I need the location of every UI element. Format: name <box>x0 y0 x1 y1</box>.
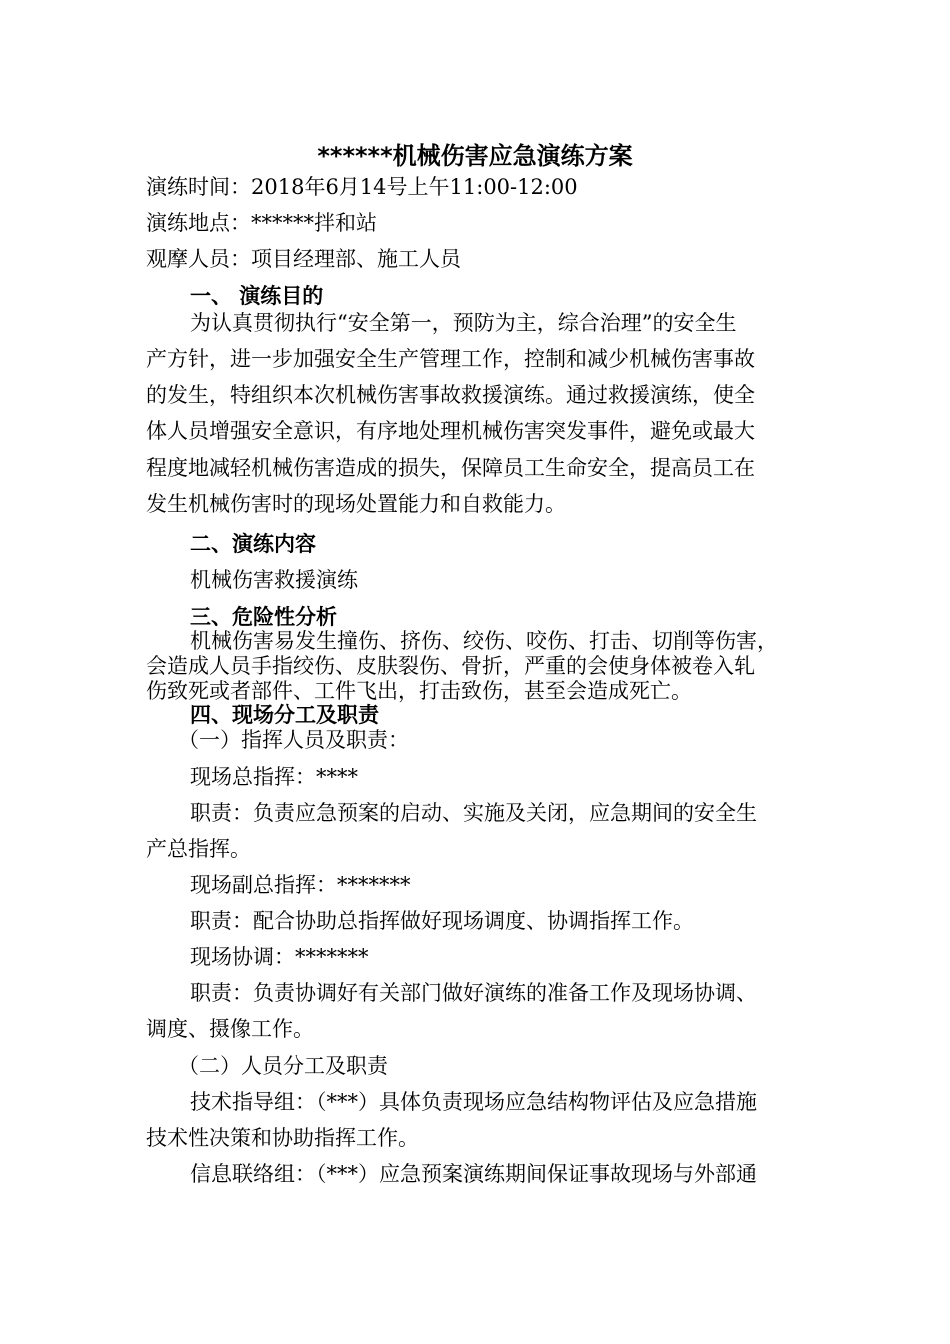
paragraph-line: 的发生，特组织本次机械伤害事故救援演练。通过救援演练，使全 <box>146 383 755 407</box>
paragraph-line: 职责：配合协助总指挥做好现场调度、协调指挥工作。 <box>190 909 694 933</box>
paragraph-line: 机械伤害易发生撞伤、挤伤、绞伤、咬伤、打击、切削等伤害， <box>190 629 778 653</box>
paragraph-line: 体人员增强安全意识，有序地处理机械伤害突发事件，避免或最大 <box>146 419 755 443</box>
paragraph-line: 会造成人员手指绞伤、皮肤裂伤、骨折，严重的会使身体被卷入轧 <box>146 654 755 678</box>
paragraph-line: 程度地减轻机械伤害造成的损失，保障员工生命安全，提高员工在 <box>146 456 755 480</box>
paragraph-line: 职责：负责应急预案的启动、实施及关闭，应急期间的安全生 <box>190 801 757 825</box>
paragraph-line: 技术指导组：（***）具体负责现场应急结构物评估及应急措施 <box>190 1090 757 1114</box>
paragraph-line: 发生机械伤害时的现场处置能力和自救能力。 <box>146 492 566 516</box>
coordinator-line: 现场协调：******* <box>190 945 369 969</box>
drill-time: 演练时间：2018年6月14号上午11:00-12:00 <box>146 175 578 199</box>
section-heading-content: 二、演练内容 <box>190 532 316 556</box>
paragraph-line: 技术性决策和协助指挥工作。 <box>146 1126 419 1150</box>
section-heading-risk: 三、危险性分析 <box>190 605 337 629</box>
paragraph-line: 产方针，进一步加强安全生产管理工作，控制和减少机械伤害事故 <box>146 347 755 371</box>
drill-location: 演练地点：******拌和站 <box>146 211 377 235</box>
section-heading-duties: 四、现场分工及职责 <box>190 703 379 727</box>
paragraph-line: 职责：负责协调好有关部门做好演练的准备工作及现场协调、 <box>190 981 757 1005</box>
deputy-commander-line: 现场副总指挥：******* <box>190 873 411 897</box>
paragraph-line: 调度、摄像工作。 <box>146 1017 314 1041</box>
paragraph-line: 伤致死或者部件、工件飞出，打击致伤，甚至会造成死亡。 <box>146 679 692 703</box>
section-heading-purpose: 一、 演练目的 <box>190 284 324 308</box>
subsection-heading: （一）指挥人员及职责： <box>178 728 409 752</box>
paragraph-line: 产总指挥。 <box>146 837 251 861</box>
drill-content-text: 机械伤害救援演练 <box>190 568 358 592</box>
commander-line: 现场总指挥：**** <box>190 765 358 789</box>
subsection-heading: （二）人员分工及职责 <box>178 1054 388 1078</box>
paragraph-line: 为认真贯彻执行“安全第一，预防为主，综合治理”的安全生 <box>190 311 737 335</box>
paragraph-line: 信息联络组：（***）应急预案演练期间保证事故现场与外部通 <box>190 1162 757 1186</box>
observers: 观摩人员：项目经理部、施工人员 <box>146 247 461 271</box>
document-title: ******机械伤害应急演练方案 <box>317 142 633 170</box>
